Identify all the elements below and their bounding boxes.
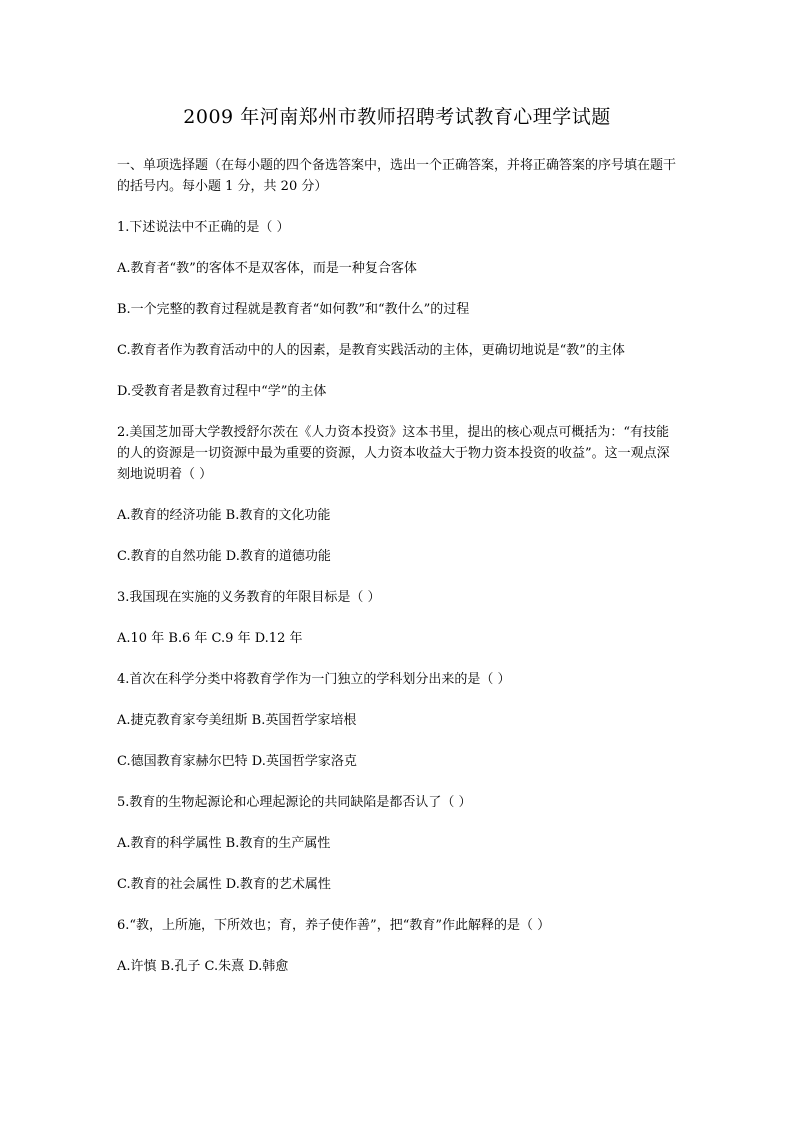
question-1-option-b: B.一个完整的教育过程就是教育者“如何教”和“教什么”的过程 bbox=[117, 302, 470, 317]
question-4-options-cd: C.德国教育家赫尔巴特 D.英国哲学家洛克 bbox=[117, 754, 357, 769]
question-5-options-ab: A.教育的科学属性 B.教育的生产属性 bbox=[117, 836, 331, 851]
question-3-stem: 3.我国现在实施的义务教育的年限目标是（ ） bbox=[117, 590, 381, 605]
document-page bbox=[117, 103, 677, 997]
question-4-stem: 4.首次在科学分类中将教育学作为一门独立的学科划分出来的是（ ） bbox=[117, 672, 511, 687]
section-intro: 一、单项选择题（在每小题的四个备选答案中，选出一个正确答案，并将正确答案的序号填在题干的括号内。每小题 1 分，共 20 分） bbox=[117, 158, 677, 194]
question-5-stem: 5.教育的生物起源论和心理起源论的共同缺陷是都否认了（ ） bbox=[117, 795, 472, 810]
question-5-options-cd: C.教育的社会属性 D.教育的艺术属性 bbox=[117, 877, 331, 892]
question-1-option-d: D.受教育者是教育过程中“学”的主体 bbox=[117, 384, 327, 399]
question-1-option-a: A.教育者“教”的客体不是双客体，而是一种复合客体 bbox=[117, 261, 417, 276]
question-3-options: A.10 年 B.6 年 C.9 年 D.12 年 bbox=[117, 631, 303, 646]
question-1-stem: 1.下述说法中不正确的是（ ） bbox=[117, 220, 290, 235]
question-1-option-c: C.教育者作为教育活动中的人的因素，是教育实践活动的主体，更确切地说是“教”的主体 bbox=[117, 343, 625, 358]
question-6-stem: 6.“教，上所施，下所效也；育，养子使作善”，把“教育”作此解释的是（ ） bbox=[117, 918, 551, 933]
document-title: 2009 年河南郑州市教师招聘考试教育心理学试题 bbox=[183, 106, 611, 128]
question-6-options: A.许慎 B.孔子 C.朱熹 D.韩愈 bbox=[117, 959, 289, 974]
question-2-stem: 2.美国芝加哥大学教授舒尔茨在《人力资本投资》这本书里，提出的核心观点可概括为：“有技能的人的资源是一切资源中最为重要的资源，人力资本收益大于物力资本投资的收益”。这一观点深刻地说明着（ ） bbox=[117, 425, 670, 482]
question-4-options-ab: A.捷克教育家夸美纽斯 B.英国哲学家培根 bbox=[117, 713, 357, 728]
question-2-options-cd: C.教育的自然功能 D.教育的道德功能 bbox=[117, 549, 331, 564]
question-2-options-ab: A.教育的经济功能 B.教育的文化功能 bbox=[117, 508, 331, 523]
